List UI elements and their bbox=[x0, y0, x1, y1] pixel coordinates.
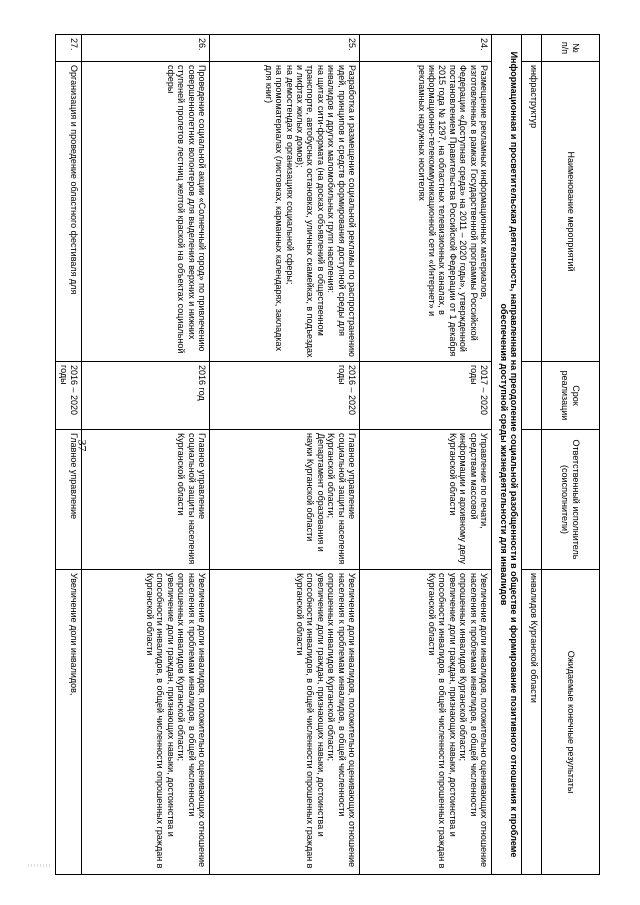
table-header-row bbox=[542, 35, 600, 875]
cell-executor: Главное управление социальной защиты населения Курганской области bbox=[82, 430, 210, 570]
table-row bbox=[56, 35, 82, 875]
cell-term: 2016 – 2020 годы bbox=[56, 362, 82, 430]
cell-name: Организация и проведение областного фестиваля для bbox=[56, 62, 82, 362]
cell-num bbox=[522, 35, 542, 62]
cell-num: 25. bbox=[210, 35, 360, 62]
table-row bbox=[360, 35, 492, 875]
measures-table bbox=[55, 34, 600, 875]
cell-executor: Главное управление bbox=[56, 430, 82, 570]
cell-result: Увеличение доли инвалидов, положительно оценивающих отношение населения к проблемам инвалидов, в общей численности опрошенных инвалидов Курганской области; увеличение доли граждан, признающих навыки, достоинства и способности инвалидов, в общей численности опрошенных граждан в Курганской области bbox=[360, 570, 492, 875]
cell-name: инфраструктур bbox=[522, 62, 542, 362]
cell-num: 27. bbox=[56, 35, 82, 62]
cell-name: Проведение социальной акции «Солнечный город» по привлечению совершеннолетних волонтеров для выделения верхних и нижних ступеней пролетов лестниц желтой краской на объектах социальной сферы bbox=[82, 62, 210, 362]
cell-name: Разработка и размещение социальной рекламы по распространению идей, принципов и средств формирования доступной среды для инвалидов и других маломобильных групп населения: на щитах сити-формата (на досках объявлений в общественном транспорте, автобусных остановках, уличных скамейках, в подъездах и лифтах жилых домов); на демостендах в организациях социальной сферы; на промоматериалах (листовках, карманных календарях, закладках для книг) bbox=[210, 62, 360, 362]
header-num: № п/п bbox=[542, 35, 600, 62]
header-executor: Ответственный исполнитель (соисполнители) bbox=[542, 430, 600, 570]
section-row bbox=[492, 35, 522, 875]
cell-term: 2016 – 2020 годы bbox=[210, 362, 360, 430]
scan-artifact bbox=[28, 864, 50, 867]
table-row bbox=[210, 35, 360, 875]
cell-result: Увеличение доли инвалидов, bbox=[56, 570, 82, 875]
header-name: Наименование мероприятий bbox=[542, 62, 600, 362]
cell-term bbox=[522, 362, 542, 430]
cell-term: 2017 – 2020 годы bbox=[360, 362, 492, 430]
cell-executor: Управление по печати, средствам массовой информации и архивному делу Курганской области bbox=[360, 430, 492, 570]
page-number: 37 bbox=[75, 439, 90, 452]
table-row-continued bbox=[522, 35, 542, 875]
header-results: Ожидаемые конечные результаты bbox=[542, 570, 600, 875]
cell-num: 24. bbox=[360, 35, 492, 62]
cell-num: 26. bbox=[82, 35, 210, 62]
section-title: Информационная и просветительская деятельность, направленная на преодоление социальной разобщенности в обществе и формирование позитивного отношения к проблеме обеспечения доступной среды жизнедеятельности для инвалидов bbox=[492, 35, 522, 875]
cell-term: 2016 год bbox=[82, 362, 210, 430]
header-term: Срок реализации bbox=[542, 362, 600, 430]
cell-executor bbox=[522, 430, 542, 570]
cell-result: Увеличение доли инвалидов, положительно оценивающих отношение населения к проблемам инвалидов, в общей численности опрошенных инвалидов Курганской области; увеличение доли граждан, признающих навыки, достоинства и способности инвалидов, в общей численности опрошенных граждан в Курганской области bbox=[210, 570, 360, 875]
table-row bbox=[82, 35, 210, 875]
cell-result: инвалидов Курганской области bbox=[522, 570, 542, 875]
cell-result: Увеличение доли инвалидов, положительно оценивающих отношение населения к проблемам инвалидов, в общей численности опрошенных инвалидов Курганской области; увеличение доли граждан, признающих навыки, достоинства и способности инвалидов, в общей численности опрошенных граждан в Курганской области bbox=[82, 570, 210, 875]
cell-executor: Главное управление социальной защиты населения Курганской области; Департамент образования и науки Курганской области bbox=[210, 430, 360, 570]
cell-name: Размещение рекламных информационных материалов, изготовленных в рамках Государственной программы Российской Федерации «Доступная среда» на 2011 – 2020 годы», утвержденной постановлением Правительства Российской Федерации от 1 декабря 2015 года № 1297, на областных телевизионных каналах, в информационно-телекоммуникационной сети «Интернет» и рекламных наружных носителях bbox=[360, 62, 492, 362]
